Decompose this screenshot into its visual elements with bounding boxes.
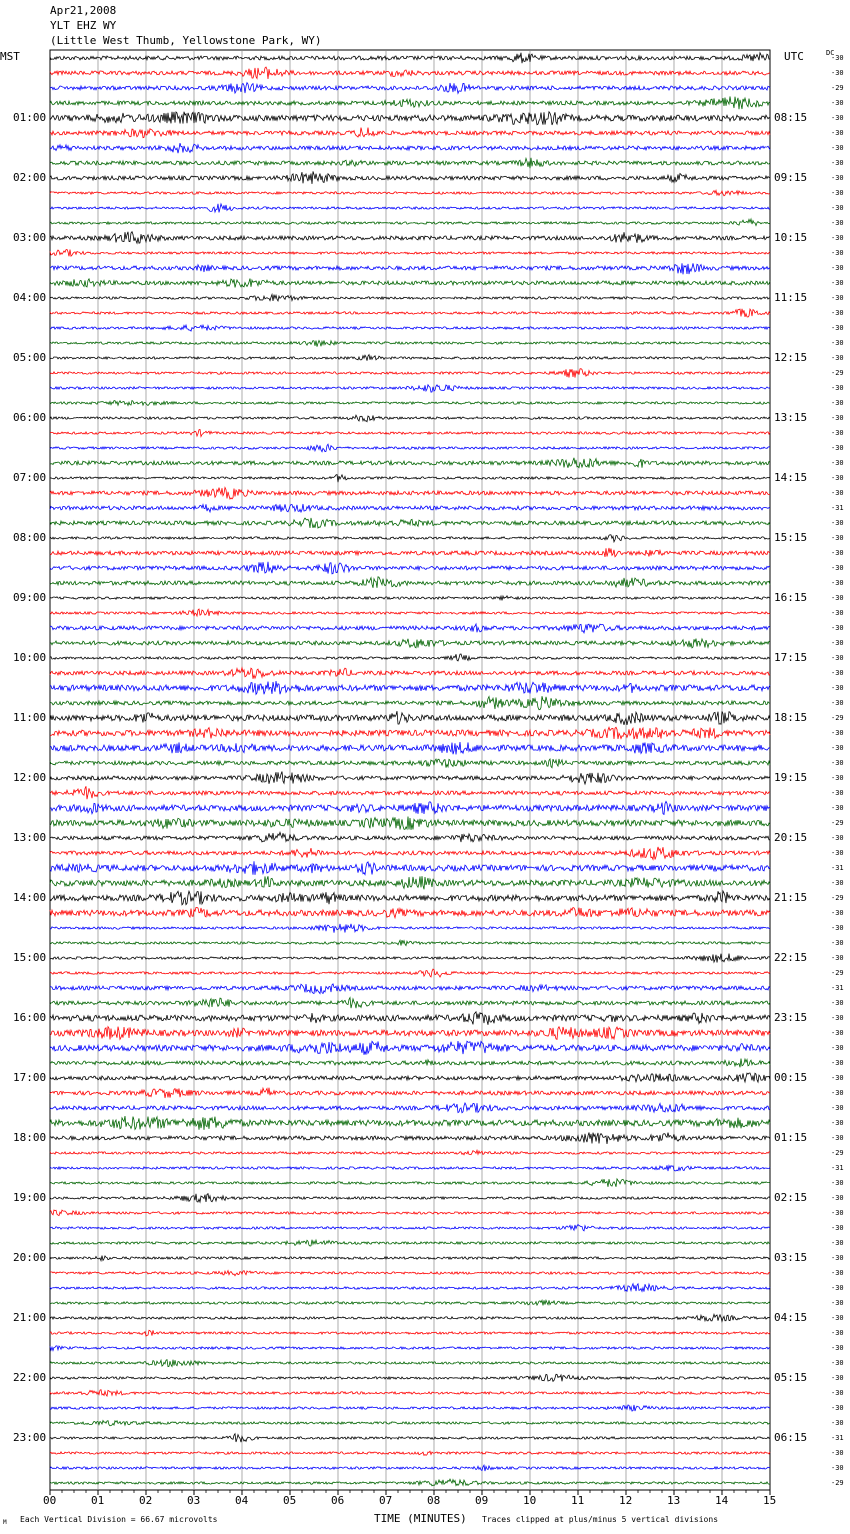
trace-row-39 [50,639,770,648]
right-hour-label: 09:15 [774,171,808,184]
dc-offset-label: -31 [831,864,844,872]
left-hour-label: 15:00 [13,951,47,964]
trace-row-93 [50,1451,770,1455]
left-hour-label: 10:00 [13,651,47,664]
x-tick-label: 11 [571,1494,585,1507]
dc-offset-label: -30 [831,594,844,602]
trace-row-50 [50,801,770,814]
trace-row-89 [50,1390,770,1396]
right-hour-label: 10:15 [774,231,808,244]
right-hour-label: 16:15 [774,591,808,604]
dc-offset-label: -30 [831,1449,844,1457]
trace-row-37 [50,609,770,616]
dc-offset-label: -30 [831,834,844,842]
trace-row-68 [50,1073,770,1082]
dc-offset-label: -30 [831,159,844,167]
dc-offset-label: -30 [831,1119,844,1127]
trace-row-62 [50,984,770,994]
trace-row-57 [50,907,770,917]
trace-row-61 [50,969,770,977]
dc-offset-label: -31 [831,504,844,512]
dc-offset-label: -30 [831,1089,844,1097]
right-hour-label: 04:15 [774,1311,808,1324]
trace-row-2 [50,83,770,94]
trace-row-60 [50,954,770,963]
dc-offset-label: -30 [831,924,844,932]
dc-offset-label: -29 [831,894,844,902]
right-hour-label: 01:15 [774,1131,808,1144]
right-hour-label: 15:15 [774,531,808,544]
footer-clip-note: Traces clipped at plus/minus 5 vertical divisions [482,1515,719,1524]
dc-offset-label: -30 [831,1359,844,1367]
dc-offset-label: -30 [831,294,844,302]
dc-offset-label: -30 [831,519,844,527]
trace-row-58 [50,924,770,933]
dc-offset-label: -30 [831,459,844,467]
dc-offset-label: -30 [831,564,844,572]
dc-offset-label: -30 [831,399,844,407]
dc-offset-label: -30 [831,279,844,287]
trace-row-78 [50,1225,770,1231]
trace-row-56 [50,891,770,905]
trace-row-67 [50,1059,770,1068]
x-tick-label: 08 [427,1494,441,1507]
dc-offset-label: -30 [831,549,844,557]
x-tick-label: 14 [715,1494,729,1507]
trace-row-65 [50,1027,770,1040]
dc-offset-label: -30 [831,69,844,77]
right-hour-label: 02:15 [774,1191,808,1204]
left-hour-label: 03:00 [13,231,47,244]
dc-offset-label: -30 [831,1029,844,1037]
trace-row-80 [50,1256,770,1261]
right-hour-label: 21:15 [774,891,808,904]
x-axis-title: TIME (MINUTES) [374,1512,467,1525]
trace-row-41 [50,668,770,679]
dc-offset-label: -29 [831,1149,844,1157]
trace-row-66 [50,1041,770,1055]
left-hour-label: 19:00 [13,1191,47,1204]
trace-row-16 [50,295,770,302]
left-hour-label: 23:00 [13,1431,47,1444]
dc-offset-label: -30 [831,789,844,797]
trace-row-54 [50,861,770,875]
trace-row-31 [50,518,770,528]
right-hour-label: 08:15 [774,111,808,124]
trace-row-14 [50,263,770,274]
dc-offset-label: -31 [831,1434,844,1442]
trace-row-76 [50,1194,770,1202]
trace-row-95 [50,1479,770,1486]
dc-offset-label: -30 [831,1329,844,1337]
dc-offset-label: -30 [831,624,844,632]
trace-row-90 [50,1405,770,1411]
dc-offset-label: -30 [831,1224,844,1232]
trace-row-91 [50,1421,770,1426]
dc-offset-label: -30 [831,1299,844,1307]
dc-offset-label: -30 [831,414,844,422]
dc-offset-label: -31 [831,1164,844,1172]
dc-offset-label: -30 [831,1059,844,1067]
left-hour-label: 11:00 [13,711,47,724]
dc-offset-label: -30 [831,1269,844,1277]
trace-row-28 [50,475,770,483]
x-tick-label: 06 [331,1494,345,1507]
right-hour-label: 13:15 [774,411,808,424]
trace-row-69 [50,1088,770,1098]
header-station: YLT EHZ WY [50,19,117,32]
trace-row-55 [50,876,770,889]
trace-row-3 [50,96,770,109]
dc-offset-label: -30 [831,324,844,332]
trace-row-44 [50,711,770,725]
trace-row-13 [50,250,770,257]
dc-offset-label: -30 [831,99,844,107]
right-hour-label: 00:15 [774,1071,808,1084]
left-hour-label: 16:00 [13,1011,47,1024]
trace-row-23 [50,401,770,406]
dc-offset-label: -30 [831,234,844,242]
right-hour-label: 23:15 [774,1011,808,1024]
dc-offset-label: -29 [831,1479,844,1487]
dc-offset-label: -30 [831,699,844,707]
dc-label: DC [826,49,835,57]
dc-offset-label: -30 [831,1374,844,1382]
dc-offset-label: -30 [831,849,844,857]
left-hour-label: 22:00 [13,1371,47,1384]
dc-offset-label: -30 [831,1239,844,1247]
dc-offset-label: -30 [831,684,844,692]
left-hour-label: 12:00 [13,771,47,784]
dc-offset-label: -29 [831,84,844,92]
trace-row-85 [50,1330,770,1336]
trace-row-73 [50,1150,770,1155]
trace-row-12 [50,232,770,244]
right-hour-label: 11:15 [774,291,808,304]
dc-offset-label: -30 [831,1134,844,1142]
left-hour-label: 07:00 [13,471,47,484]
dc-offset-label: -30 [831,669,844,677]
dc-offset-label: -30 [831,999,844,1007]
dc-offset-label: -30 [831,129,844,137]
dc-offset-label: -30 [831,474,844,482]
trace-row-18 [50,325,770,331]
trace-row-36 [50,596,770,601]
dc-offset-label: -30 [831,1209,844,1217]
dc-offset-label: -30 [831,1104,844,1112]
dc-offset-label: -30 [831,384,844,392]
left-hour-label: 18:00 [13,1131,47,1144]
dc-offset-label: -29 [831,819,844,827]
right-hour-label: 20:15 [774,831,808,844]
header-location: (Little West Thumb, Yellowstone Park, WY) [50,34,322,47]
dc-offset-label: -30 [831,759,844,767]
right-hour-label: 18:15 [774,711,808,724]
right-zone-label: UTC [784,50,804,63]
x-tick-label: 12 [619,1494,633,1507]
dc-offset-label: -30 [831,429,844,437]
x-tick-label: 05 [283,1494,297,1507]
trace-row-38 [50,624,770,633]
dc-offset-label: -29 [831,969,844,977]
dc-offset-label: -30 [831,729,844,737]
dc-offset-label: -30 [831,1464,844,1472]
x-tick-label: 02 [139,1494,153,1507]
trace-row-45 [50,727,770,739]
trace-row-4 [50,112,770,125]
dc-offset-label: -30 [831,639,844,647]
right-hour-label: 03:15 [774,1251,808,1264]
dc-offset-label: -30 [831,534,844,542]
trace-row-46 [50,742,770,755]
left-hour-label: 04:00 [13,291,47,304]
x-tick-label: 07 [379,1494,393,1507]
trace-row-82 [50,1284,770,1292]
trace-row-6 [50,143,770,153]
dc-offset-label: -30 [831,264,844,272]
x-tick-label: 13 [667,1494,681,1507]
x-tick-label: 10 [523,1494,537,1507]
trace-row-75 [50,1179,770,1187]
dc-offset-label: -30 [831,1074,844,1082]
trace-row-47 [50,759,770,768]
left-hour-label: 08:00 [13,531,47,544]
dc-offset-label: -30 [831,1419,844,1427]
left-hour-label: 09:00 [13,591,47,604]
trace-row-49 [50,786,770,799]
trace-row-86 [50,1346,770,1351]
trace-row-17 [50,309,770,317]
trace-row-26 [50,444,770,452]
trace-row-27 [50,458,770,468]
dc-offset-label: -30 [831,1344,844,1352]
left-zone-label: MST [0,50,20,63]
trace-row-51 [50,817,770,830]
right-hour-label: 19:15 [774,771,808,784]
trace-row-9 [50,190,770,195]
trace-row-87 [50,1360,770,1367]
dc-offset-label: -30 [831,909,844,917]
dc-offset-label: -29 [831,714,844,722]
trace-row-20 [50,355,770,361]
trace-row-59 [50,940,770,946]
x-tick-label: 04 [235,1494,249,1507]
footer-scale-note: Each Vertical Division = 66.67 microvolts [20,1515,218,1524]
dc-offset-label: -30 [831,144,844,152]
left-hour-label: 21:00 [13,1311,47,1324]
dc-offset-label: -30 [831,219,844,227]
trace-row-15 [50,279,770,288]
dc-offset-label: -30 [831,309,844,317]
trace-row-79 [50,1240,770,1246]
trace-row-30 [50,504,770,512]
dc-offset-label: -30 [831,1044,844,1052]
trace-row-21 [50,369,770,378]
trace-row-22 [50,385,770,392]
dc-offset-label: -30 [831,114,844,122]
dc-offset-label: -30 [831,174,844,182]
left-hour-label: 13:00 [13,831,47,844]
dc-offset-label: -30 [831,189,844,197]
left-hour-label: 14:00 [13,891,47,904]
trace-row-1 [50,67,770,79]
trace-row-77 [50,1210,770,1216]
right-hour-label: 22:15 [774,951,808,964]
right-hour-label: 17:15 [774,651,808,664]
header-date: Apr21,2008 [50,4,117,17]
trace-row-11 [50,219,770,226]
x-tick-label: 00 [43,1494,57,1507]
trace-row-42 [50,681,770,694]
dc-offset-label: -30 [831,354,844,362]
x-tick-label: 01 [91,1494,105,1507]
left-hour-label: 17:00 [13,1071,47,1084]
trace-row-70 [50,1103,770,1113]
dc-offset-label: -30 [831,1254,844,1262]
trace-row-52 [50,832,770,842]
dc-offset-label: -30 [831,954,844,962]
dc-offset-label: -30 [831,489,844,497]
dc-offset-label: -30 [831,774,844,782]
left-hour-label: 06:00 [13,411,47,424]
dc-offset-label: -30 [831,1284,844,1292]
x-tick-label: 03 [187,1494,201,1507]
dc-offset-label: -29 [831,369,844,377]
trace-row-92 [50,1434,770,1442]
trace-row-84 [50,1314,770,1321]
trace-row-94 [50,1465,770,1471]
dc-offset-label: -30 [831,1314,844,1322]
trace-row-35 [50,577,770,588]
right-hour-label: 14:15 [774,471,808,484]
dc-offset-label: -30 [831,609,844,617]
trace-row-53 [50,847,770,860]
trace-row-33 [50,548,770,557]
dc-offset-label: -30 [831,339,844,347]
trace-row-81 [50,1271,770,1276]
dc-offset-label: -30 [831,654,844,662]
right-hour-label: 06:15 [774,1431,808,1444]
trace-row-72 [50,1133,770,1144]
dc-offset-label: -30 [831,1179,844,1187]
trace-row-71 [50,1116,770,1130]
dc-offset-label: -30 [831,54,844,62]
trace-row-88 [50,1374,770,1381]
left-hour-label: 02:00 [13,171,47,184]
left-hour-label: 20:00 [13,1251,47,1264]
right-hour-label: 05:15 [774,1371,808,1384]
trace-row-34 [50,562,770,574]
trace-row-24 [50,415,770,422]
dc-offset-label: -30 [831,804,844,812]
dc-offset-label: -30 [831,744,844,752]
trace-row-32 [50,535,770,542]
trace-row-74 [50,1165,770,1171]
trace-row-7 [50,158,770,168]
trace-row-8 [50,171,770,184]
dc-offset-label: -30 [831,579,844,587]
dc-offset-label: -30 [831,204,844,212]
trace-row-48 [50,772,770,785]
trace-row-40 [50,654,770,661]
right-hour-label: 12:15 [774,351,808,364]
trace-row-29 [50,488,770,500]
trace-row-19 [50,341,770,347]
trace-row-5 [50,128,770,138]
left-hour-label: 01:00 [13,111,47,124]
dc-offset-label: -30 [831,249,844,257]
dc-offset-label: -30 [831,444,844,452]
trace-row-63 [50,998,770,1009]
dc-offset-label: -30 [831,1404,844,1412]
footer-corner-mark: M [3,1519,7,1526]
trace-row-43 [50,696,770,710]
dc-offset-label: -30 [831,939,844,947]
dc-offset-label: -30 [831,1389,844,1397]
dc-offset-label: -30 [831,879,844,887]
trace-row-64 [50,1012,770,1025]
dc-offset-label: -31 [831,984,844,992]
dc-offset-label: -30 [831,1014,844,1022]
x-tick-label: 09 [475,1494,489,1507]
x-tick-label: 15 [763,1494,777,1507]
trace-row-83 [50,1300,770,1305]
trace-row-0 [50,53,770,64]
left-hour-label: 05:00 [13,351,47,364]
trace-row-10 [50,204,770,213]
trace-row-25 [50,430,770,437]
dc-offset-label: -30 [831,1194,844,1202]
